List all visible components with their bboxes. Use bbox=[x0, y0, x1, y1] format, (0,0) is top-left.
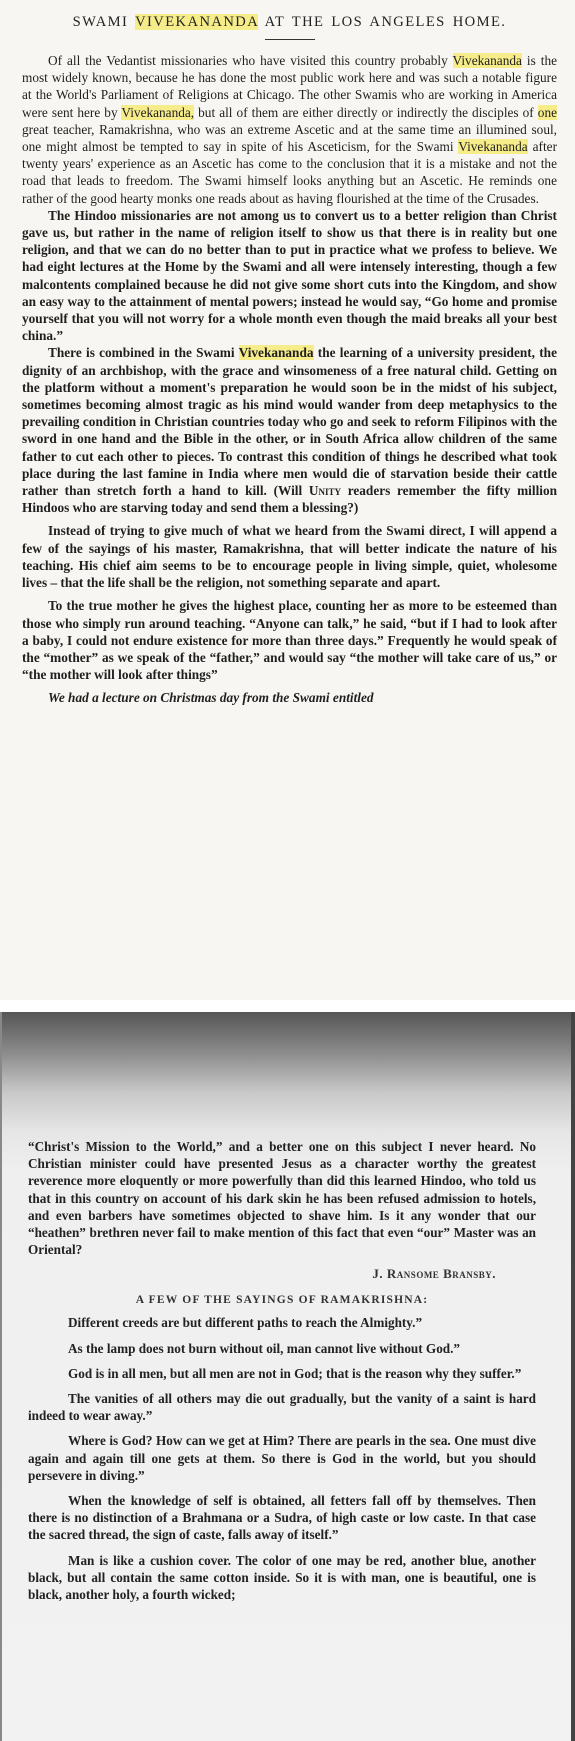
paragraph-1-text: is the most widely known, because he has done the most public work here and was such a notable figure at the World's Parliament of Religions at Chicago. The other Swamis who are working in America were sent here by bbox=[22, 53, 558, 120]
paragraph-3-text: There is combined in the Swami bbox=[48, 345, 239, 361]
paragraph-6: We had a lecture on Christmas day from the Swami entitled bbox=[48, 690, 374, 706]
paragraph-4: Instead of trying to give much of what we heard from the Swami direct, I will append a few of the sayings of his master, Ramakrishna, that will better indicate the nature of his teaching. His chief aim seems to be to encourage people in living simple, quiet, wholesome lives – that the life shall be the religion, not something separate and apart. bbox=[22, 523, 557, 591]
paragraph-1 bbox=[22, 52, 557, 207]
title-highlight: VIVEKANANDA bbox=[135, 14, 259, 30]
author-signature bbox=[28, 1266, 496, 1282]
highlight-term: Vivekananda bbox=[238, 345, 314, 361]
unity-small-caps: Unity bbox=[308, 483, 341, 499]
paragraph-2: The Hindoo missionaries are not among us to convert us to a better religion than Christ gave us, but rather in the name of religion itself to show us that there is in reality but one religion, and that we can do no better than to put in practice what we profess to believe. We had eight lectures at the Home by the Swami and all were intensely interesting, though a few malcontents complained because he did not give some short cuts into the Kingdom, and show an easy way to the attainment of mental powers; instead he would say, “Go home and promise yourself that you will not worry for a whole month even though the maid breaks all your best china.” bbox=[22, 207, 557, 344]
page-separator bbox=[0, 1000, 575, 1012]
saying-item: The vanities of all others may die out gradually, but the vanity of a saint is hard indeed to wear away.” bbox=[28, 1391, 536, 1424]
highlight-term: Vivekananda bbox=[452, 53, 522, 68]
saying-item: Different creeds are but different paths to reach the Almighty.” bbox=[68, 1315, 423, 1331]
continuation-paragraph: “Christ's Mission to the World,” and a better one on this subject I never heard. No Christian minister could have presented Jesus as a character worthy the greatest reverence more eloquently or more powerfully than did this learned Hindoo, who told us that in this country on account of his dark skin he has been refused admission to hotels, and even barbers have sometimes objected to shave him. Is it any wonder that our “heathen” brethren never fail to make mention of this fact that even “our” Master was an Oriental? bbox=[28, 1139, 536, 1258]
paragraph-3 bbox=[22, 344, 557, 516]
paragraph-1-text: great teacher, Ramakrishna, who was an extreme Ascetic and at the same time an illumined soul, one might almost be tempted to say in spite of his Asceticism, for the Swami bbox=[22, 121, 557, 155]
paragraph-5: To the true mother he gives the highest place, counting her as more to be esteemed than those who simply run around teaching. “Anyone can talk,” he said, “but if I had to look after a baby, I could not endure existence for more than three days.” Frequently he would speak of the “mother” as we speak of the “father,” and would say “the mother will take care of us,” or “the mother will look after things” bbox=[22, 598, 557, 683]
saying-item: Where is God? How can we get at Him? There are pearls in the sea. One must dive again and again till one gets at them. So there is God in the world, but you should persevere in diving.” bbox=[28, 1433, 536, 1483]
saying-item: As the lamp does not burn without oil, man cannot live without God.” bbox=[68, 1340, 461, 1356]
sayings-heading: A FEW OF THE SAYINGS OF RAMAKRISHNA: bbox=[135, 1294, 429, 1307]
paragraph-3-text: readers remember the fifty million Hindoos who are starving today and send them a blessing?) bbox=[22, 483, 558, 516]
paragraph-1-text: after twenty years' experience as an Ascetic has come to the conclusion that it is a mistake and not the road that leads to freedom. The Swami himself looks anything but an Ascetic. He reminds one rather of the good hearty monks one reads about as having flourished at the time of the Crusades. bbox=[22, 139, 557, 206]
paragraph-3-text: the learning of a university president, the dignity of an archbishop, with the grace and winsomeness of a free natural child. Getting on the platform without a moment's preparation he would soon be in the midst of his subject, sometimes becoming almost tragic as his mind would wander from deep metaphysics to the prevailing condition in Christian countries today who go and seek to reform Filipinos with the sword in one hand and the Bible in the other, or in South Africa allow children of the same father to cut each other to pieces. To contrast this condition of things he described what took place during the last famine in India where men would die of starvation beside their cattle rather than stretch forth a hand to kill. (Will bbox=[22, 345, 557, 499]
signature-text: J. Ransome Bransby. bbox=[372, 1266, 496, 1282]
title-suffix: AT THE LOS ANGELES HOME. bbox=[264, 14, 507, 30]
saying-item: When the knowledge of self is obtained, all fetters fall off by themselves. Then there is no distinction of a Brahmana or a Sudra, of high caste or low caste. In that case the sacred thread, the sign of caste, falls away of itself.” bbox=[28, 1493, 536, 1543]
article-page-bottom bbox=[0, 1012, 575, 1741]
title-prefix: SWAMI bbox=[72, 14, 129, 30]
saying-item: God is in all men, but all men are not in God; that is the reason why they suffer.” bbox=[68, 1365, 522, 1381]
highlight-term: one bbox=[537, 104, 557, 120]
saying-item: Man is like a cushion cover. The color of one may be red, another blue, another black, but all contain the same cotton inside. So it is with man, one is beautiful, one is black, another holy, a fourth wicked; bbox=[28, 1552, 536, 1603]
paragraph-1-text: Of all the Vedantist missionaries who have visited this country probably bbox=[48, 53, 453, 68]
paragraph-1-text: but all of them are either directly or indirectly the disciples of bbox=[194, 104, 538, 120]
article-title bbox=[22, 14, 557, 31]
highlight-term: Vivekananda bbox=[458, 139, 528, 155]
highlight-term: Vivekananda, bbox=[121, 104, 195, 120]
title-rule-divider bbox=[265, 39, 315, 40]
